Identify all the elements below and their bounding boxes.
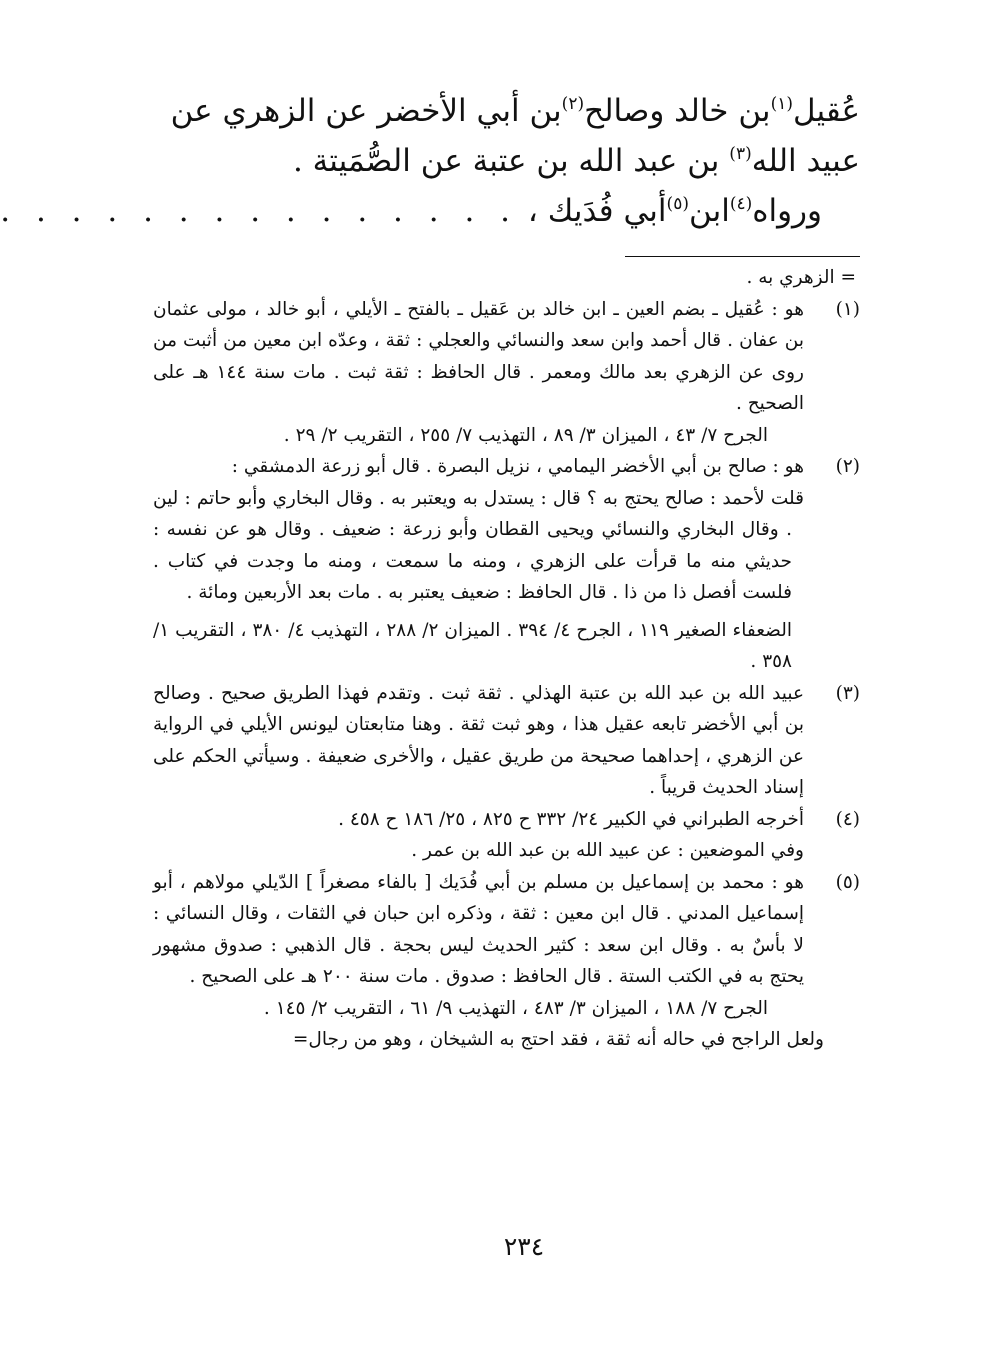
footnotes: [153, 262, 860, 1056]
footnote-number: (١): [835, 298, 860, 320]
footnote-text: قلت لأحمد : صالح يحتج به ؟ قال : يستدل به ويعتبر به . وقال البخاري وأبو حاتم : لين . وقال البخاري والنسائي ويحيى القطان وأبو زرعة : ضعيف . وقال هو عن نفسه : حديثي منه ما قرأت على الزهري ، ومنه ما سمعت ، ومنه ما وجدت في كتاب . فلست أفصل ذا من ذا . قال الحافظ : ضعيف يعتبر به . مات بعد الأربعين ومائة .: [153, 487, 804, 603]
main-text-segment: بن عبد الله بن عتبة عن الصُّمَيتة .: [292, 143, 730, 179]
main-text-segment: أبي فُدَيك ،: [527, 193, 667, 229]
footnote-text: هو : محمد بن إسماعيل بن مسلم بن أبي فُدَيك [ بالفاء مصغراً ] الدّيلي مولاهم ، أبو إسماعيل المدني . قال ابن معين : ثقة ، وذكره ابن حبان في الثقات ، وقال النسائي : لا بأسٌ به . وقال ابن سعد : كثير الحديث ليس بحجة . قال الذهبي : صدوق مشهور يحتج به في الكتب الستة . قال الحافظ : صدوق . مات سنة ٢٠٠ هـ على الصحيح .: [153, 871, 804, 987]
main-line-2: [153, 136, 860, 186]
footnote-text: هو : عُقيل ـ بضم العين ـ ابن خالد بن عَقيل ـ بالفتح ـ الأيلي ، أبو خالد ، مولى عثمان بن عفان . قال أحمد وابن سعد والنسائي والعجلي : ثقة ، وعدّه ابن معين من أثبت من روى عن الزهري بعد مالك ومعمر . قال الحافظ : ثقة ثبت . مات سنة ١٤٤ هـ على الصحيح .: [153, 298, 804, 414]
main-text-segment: ورواه: [752, 193, 822, 229]
ellipsis-dots: . . . . . . . . . . . . . . .: [0, 193, 519, 229]
footnote-subtext: وفي الموضعين : عن عبيد الله بن عبد الله بن عمر .: [411, 840, 804, 861]
footnote-number: (٤): [835, 808, 860, 830]
main-text-segment: عبيد الله: [751, 143, 860, 179]
footnote-references: الضعفاء الصغير ١١٩ ، الجرح ٤/ ٣٩٤ . الميزان ٢/ ٢٨٨ ، التهذيب ٤/ ٣٨٠ ، التقريب ١/ ٣٥٨ .: [153, 619, 793, 672]
page-number: ٢٣٤: [503, 1232, 545, 1261]
main-text-segment: عُقيل: [792, 93, 860, 129]
footnote-extra: ولعل الراجح في حاله أنه ثقة ، فقد احتج به الشيخان ، وهو من رجال=: [292, 1029, 824, 1050]
footnote-1: [153, 294, 860, 452]
footnote-number: (٥): [835, 871, 860, 893]
footnote-marker-4[interactable]: (٤): [729, 194, 753, 214]
main-line-1: [153, 86, 860, 136]
footnote-marker-3[interactable]: (٣): [729, 144, 752, 164]
main-text-segment: بن خالد وصالح: [584, 93, 771, 129]
footnote-references: الجرح ٧/ ٤٣ ، الميزان ٣/ ٨٩ ، التهذيب ٧/ ٢٥٥ ، التقريب ٢/ ٢٩ .: [283, 424, 768, 446]
footnote-5: [153, 867, 860, 1056]
footnote-references: الجرح ٧/ ١٨٨ ، الميزان ٣/ ٤٨٣ ، التهذيب ٩/ ٦١ ، التقريب ٢/ ١٤٥ .: [263, 997, 768, 1019]
footnote-marker-1[interactable]: (١): [770, 94, 793, 114]
footnote-number: (٣): [835, 682, 860, 704]
footnote-marker-5[interactable]: (٥): [666, 194, 689, 214]
footnote-continuation: = الزهري به .: [746, 267, 856, 288]
footnote-separator: [625, 256, 860, 257]
footnote-4: [153, 804, 860, 867]
main-text-segment: ابن: [688, 193, 730, 229]
footnote-number: (٢): [835, 456, 860, 477]
footnote-text: عبيد الله بن عبد الله بن عتبة الهذلي . ثقة ثبت . وتقدم فهذا الطريق صحيح . وصالح بن أبي الأخضر تابعه عقيل هذا ، وهو ثبت ثقة . وهنا متابعتان ليونس الأيلي في الرواية عن الزهري ، إحداهما صحيحة من طريق عقيل ، والأخرى ضعيفة . وسيأتي الحكم على إسناد الحديث قريباً .: [153, 682, 804, 798]
footnote-3: [153, 678, 860, 804]
footnote-marker-2[interactable]: (٢): [561, 94, 585, 114]
main-text-segment: بن أبي الأخضر عن الزهري عن: [170, 93, 562, 129]
footnote-text: أخرجه الطبراني في الكبير ٢٤/ ٣٣٢ ح ٨٢٥ ، ٢٥/ ١٨٦ ح ٤٥٨ .: [338, 808, 804, 830]
main-text: [0, 86, 860, 236]
footnote-intro: هو : صالح بن أبي الأخضر اليمامي ، نزيل البصرة . قال أبو زرعة الدمشقي :: [231, 456, 804, 477]
main-line-3: [0, 186, 860, 236]
footnote-2: [153, 451, 860, 678]
